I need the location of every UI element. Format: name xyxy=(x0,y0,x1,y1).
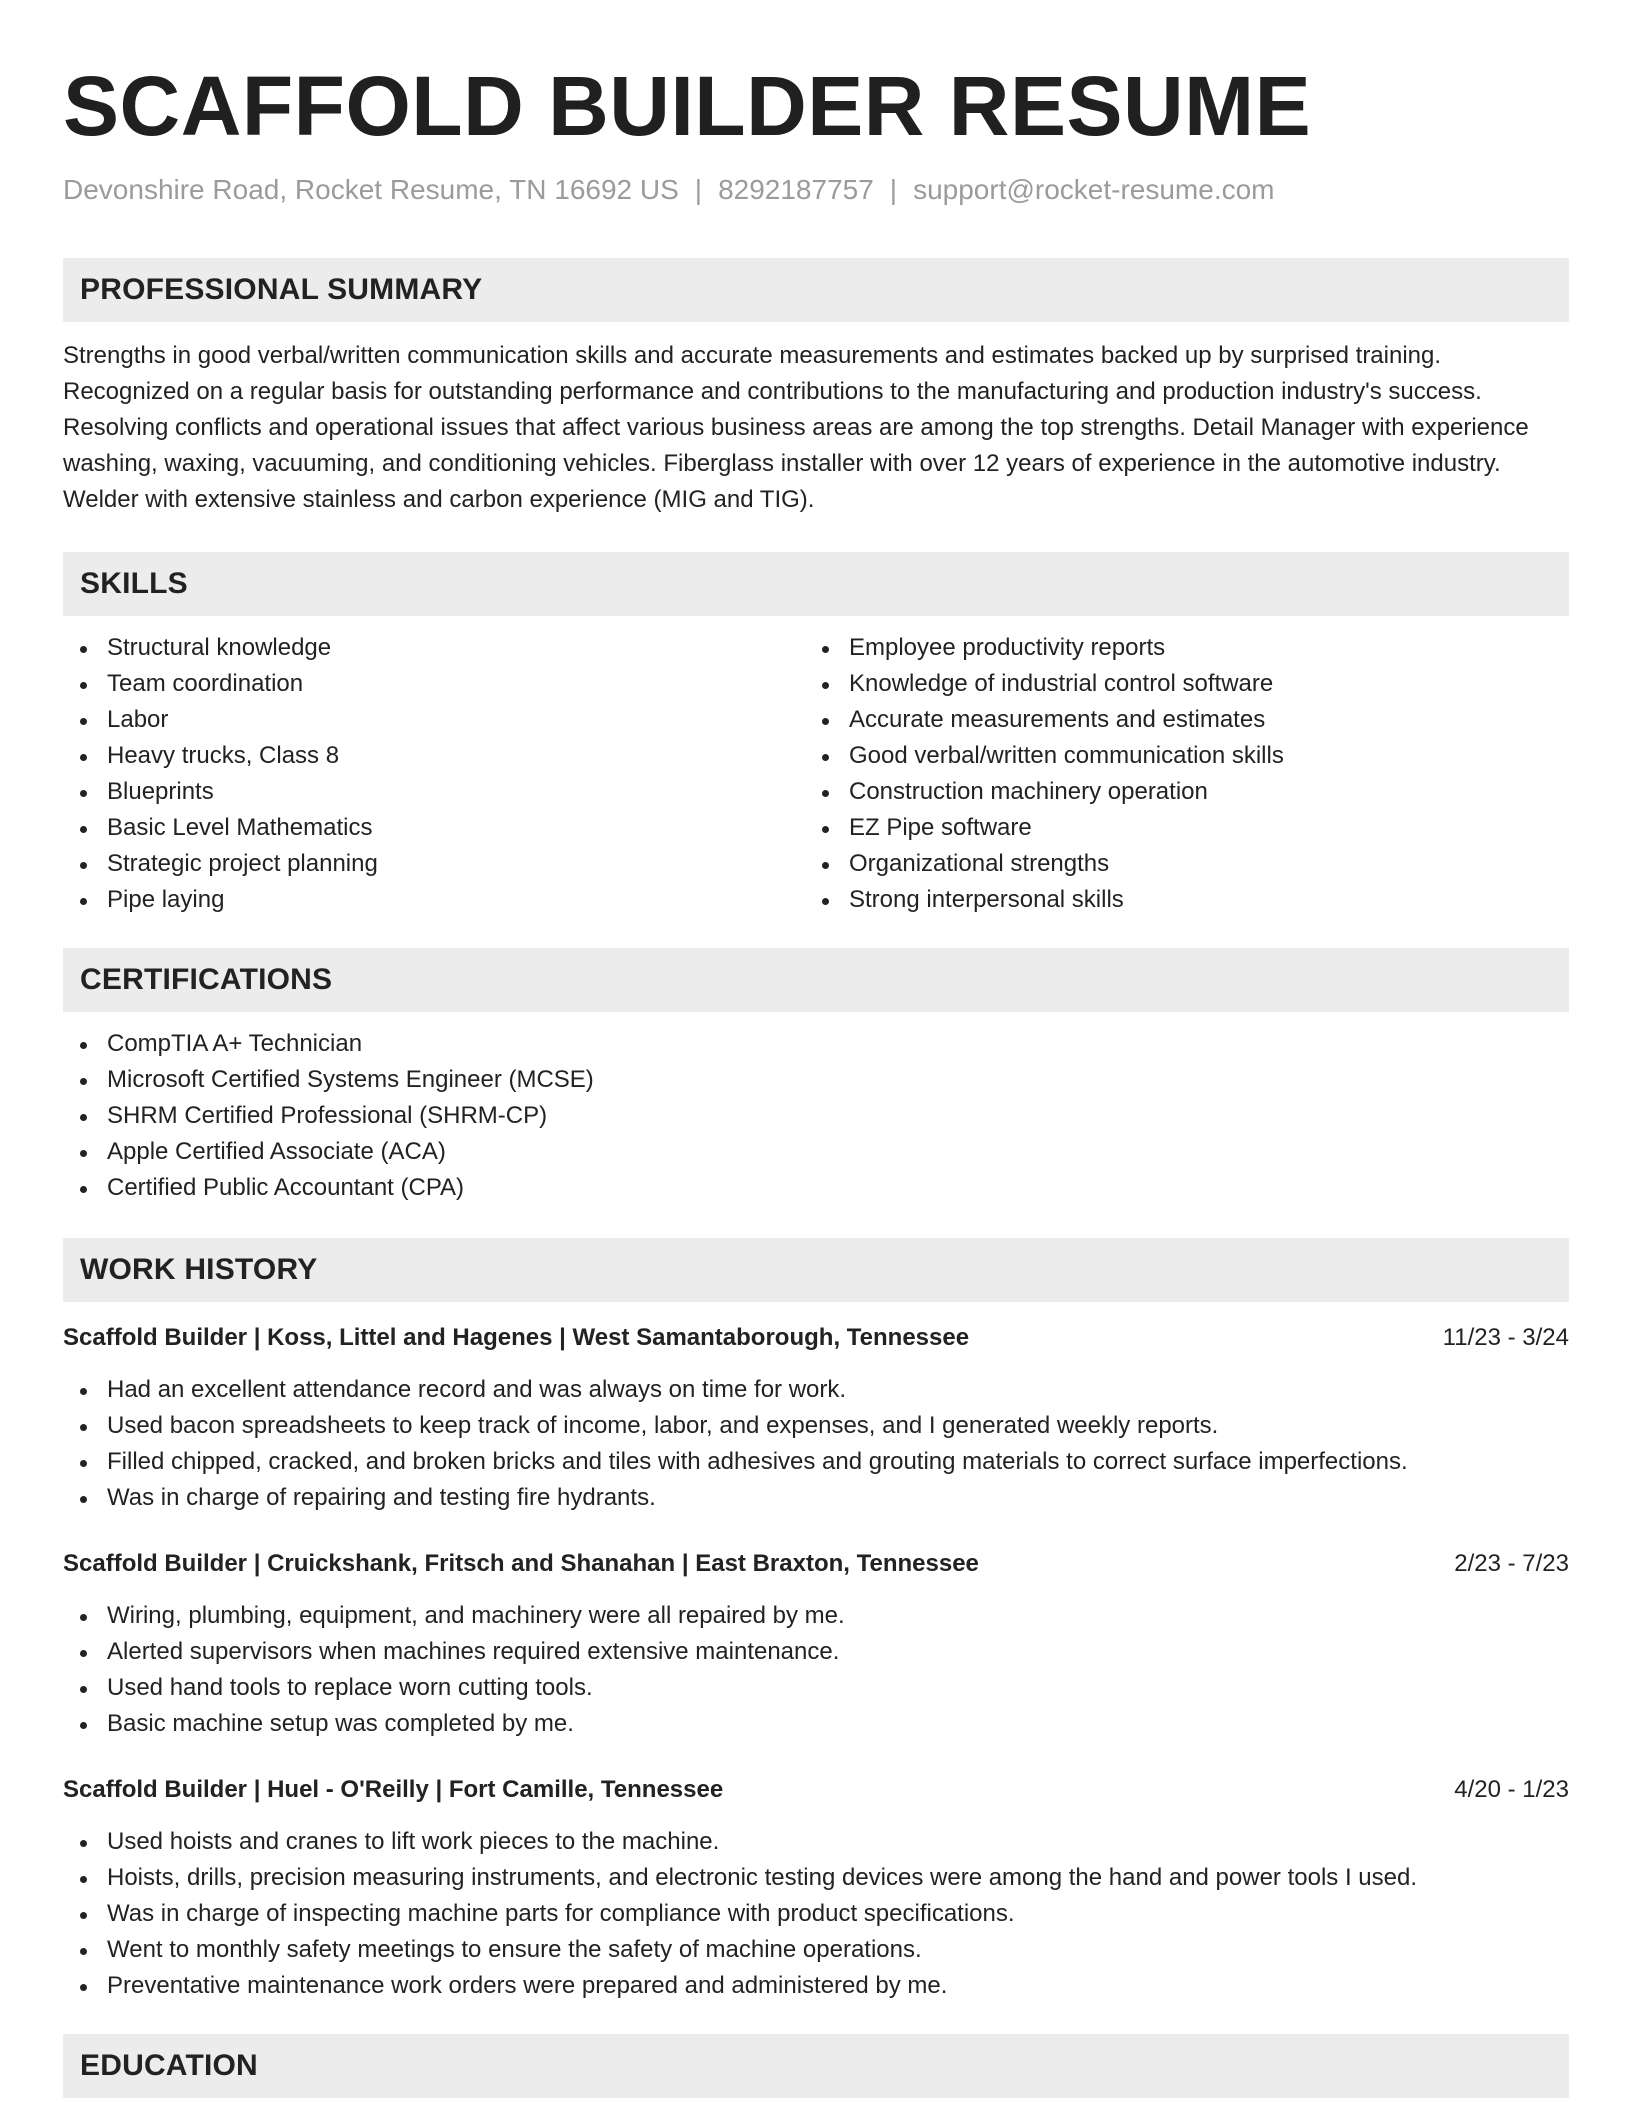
resume-title: SCAFFOLD BUILDER RESUME xyxy=(63,59,1312,153)
contact-separator: | xyxy=(694,174,703,205)
job-bullet: Preventative maintenance work orders were prepared and administered by me. xyxy=(63,1968,1569,2004)
summary-heading: PROFESSIONAL SUMMARY xyxy=(63,258,1569,322)
skill-item: EZ Pipe software xyxy=(805,810,1547,846)
job-bullet: Was in charge of repairing and testing fire hydrants. xyxy=(63,1480,1569,1516)
job-dates: 11/23 - 3/24 xyxy=(1442,1324,1569,1351)
skill-item: Employee productivity reports xyxy=(805,630,1547,666)
contact-phone: 8292187757 xyxy=(718,174,874,205)
job-bullet: Was in charge of inspecting machine parts for compliance with product specifications. xyxy=(63,1896,1569,1932)
job-bullet: Hoists, drills, precision measuring instruments, and electronic testing devices were among the hand and power tools I used. xyxy=(63,1860,1569,1896)
skills-column-right xyxy=(805,630,1547,918)
job-entry xyxy=(63,1546,1569,1742)
skill-item: Knowledge of industrial control software xyxy=(805,666,1547,702)
skill-item: Team coordination xyxy=(63,666,805,702)
contact-address: Devonshire Road, Rocket Resume, TN 16692 US xyxy=(63,174,679,205)
skills-list xyxy=(63,630,1569,918)
job-bullet: Used hand tools to replace worn cutting tools. xyxy=(63,1670,1569,1706)
job-bullet: Went to monthly safety meetings to ensure the safety of machine operations. xyxy=(63,1932,1569,1968)
job-dates: 2/23 - 7/23 xyxy=(1454,1550,1569,1577)
contact-email: support@rocket-resume.com xyxy=(913,174,1275,205)
certifications-heading: CERTIFICATIONS xyxy=(63,948,1569,1012)
skill-item: Strategic project planning xyxy=(63,846,805,882)
skill-item: Pipe laying xyxy=(63,882,805,918)
skill-item: Organizational strengths xyxy=(805,846,1547,882)
job-header xyxy=(63,1546,1569,1582)
skill-item: Structural knowledge xyxy=(63,630,805,666)
skill-item: Labor xyxy=(63,702,805,738)
job-entry xyxy=(63,1320,1569,1516)
skill-item: Construction machinery operation xyxy=(805,774,1547,810)
certification-item: Apple Certified Associate (ACA) xyxy=(63,1134,1569,1170)
skill-item: Basic Level Mathematics xyxy=(63,810,805,846)
job-title: Scaffold Builder | Cruickshank, Fritsch and Shanahan | East Braxton, Tennessee xyxy=(63,1550,979,1577)
skill-item: Heavy trucks, Class 8 xyxy=(63,738,805,774)
certification-item: CompTIA A+ Technician xyxy=(63,1026,1569,1062)
certification-item: Microsoft Certified Systems Engineer (MCSE) xyxy=(63,1062,1569,1098)
job-bullet: Alerted supervisors when machines required extensive maintenance. xyxy=(63,1634,1569,1670)
job-bullet: Used hoists and cranes to lift work pieces to the machine. xyxy=(63,1824,1569,1860)
work-history-heading: WORK HISTORY xyxy=(63,1238,1569,1302)
job-bullet: Used bacon spreadsheets to keep track of income, labor, and expenses, and I generated weekly reports. xyxy=(63,1408,1569,1444)
job-title: Scaffold Builder | Koss, Littel and Hagenes | West Samantaborough, Tennessee xyxy=(63,1324,970,1351)
contact-separator: | xyxy=(889,174,898,205)
skill-item: Good verbal/written communication skills xyxy=(805,738,1547,774)
job-entry xyxy=(63,1772,1569,2004)
skill-item: Strong interpersonal skills xyxy=(805,882,1547,918)
contact-line xyxy=(63,172,1569,208)
job-title: Scaffold Builder | Huel - O'Reilly | Fort Camille, Tennessee xyxy=(63,1776,724,1803)
job-bullets xyxy=(63,1372,1569,1516)
certification-item: SHRM Certified Professional (SHRM-CP) xyxy=(63,1098,1569,1134)
education-heading: EDUCATION xyxy=(63,2034,1569,2098)
skill-item: Accurate measurements and estimates xyxy=(805,702,1547,738)
job-header xyxy=(63,1772,1569,1808)
job-bullets xyxy=(63,1598,1569,1742)
skill-item: Blueprints xyxy=(63,774,805,810)
skills-column-left xyxy=(63,630,805,918)
job-bullet: Wiring, plumbing, equipment, and machinery were all repaired by me. xyxy=(63,1598,1569,1634)
certification-item: Certified Public Accountant (CPA) xyxy=(63,1170,1569,1206)
certifications-list xyxy=(63,1026,1569,1206)
job-bullets xyxy=(63,1824,1569,2004)
job-bullet: Basic machine setup was completed by me. xyxy=(63,1706,1569,1742)
job-bullet: Filled chipped, cracked, and broken bricks and tiles with adhesives and grouting materials to correct surface imperfections. xyxy=(63,1444,1569,1480)
job-bullet: Had an excellent attendance record and was always on time for work. xyxy=(63,1372,1569,1408)
job-dates: 4/20 - 1/23 xyxy=(1454,1776,1569,1803)
summary-text: Strengths in good verbal/written communication skills and accurate measurements and estimates backed up by surprised training. Recognized on a regular basis for outstanding performance and contributions to the manufacturing and production industry's success. Resolving conflicts and operational issues that affect various business areas are among the top strengths. Detail Manager with experience washing, waxing, vacuuming, and conditioning vehicles. Fiberglass installer with over 12 years of experience in the automotive industry. Welder with extensive stainless and carbon experience (MIG and TIG). xyxy=(63,342,1529,513)
skills-heading: SKILLS xyxy=(63,552,1569,616)
job-header xyxy=(63,1320,1569,1356)
